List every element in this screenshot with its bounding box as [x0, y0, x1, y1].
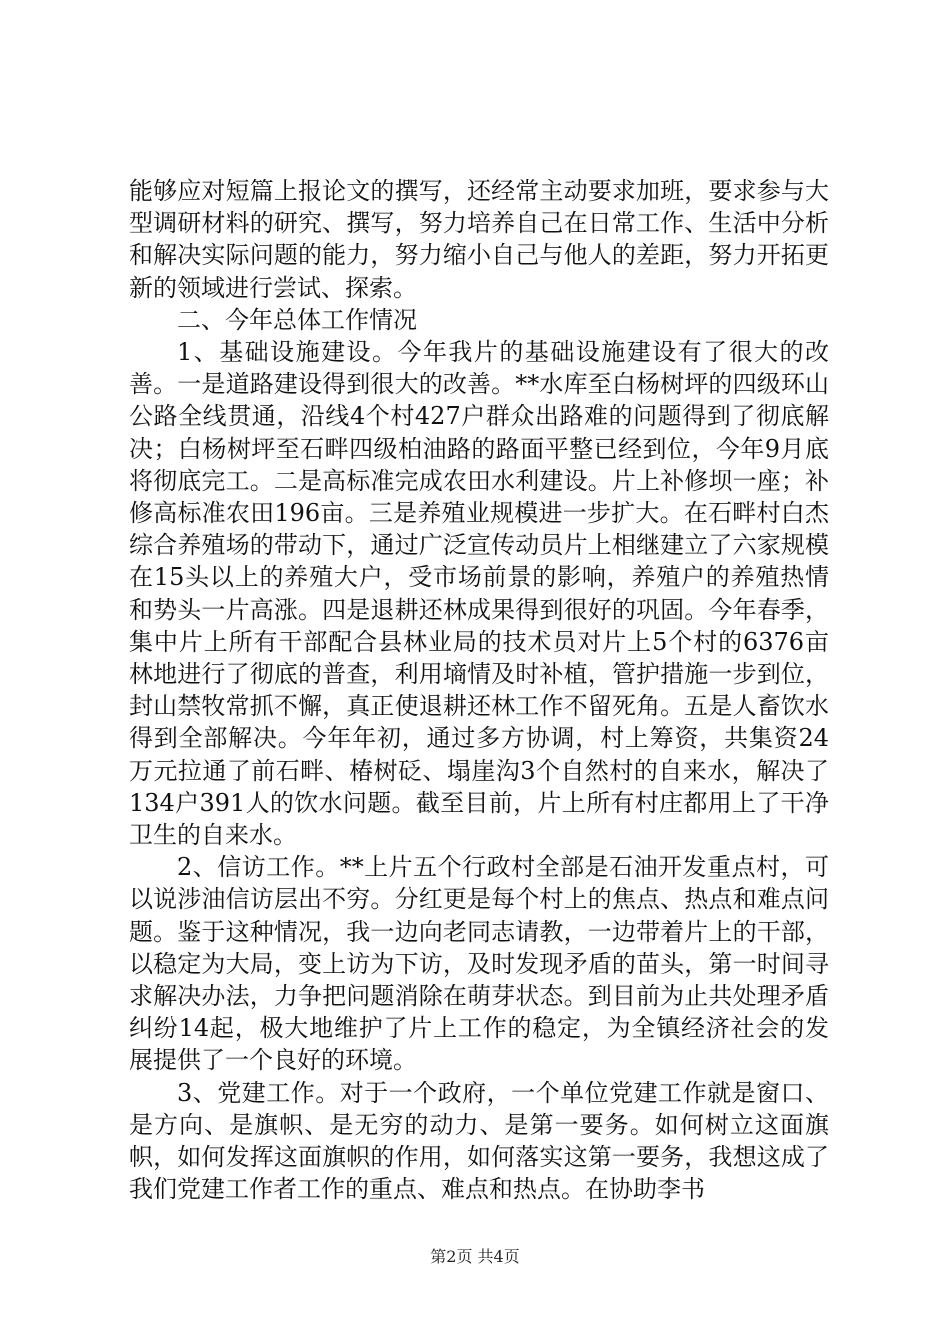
section-heading: 二、今年总体工作情况 [177, 305, 417, 334]
paragraph-continuation: 能够应对短篇上报论文的撰写，还经常主动要求加班，要求参与大型调研材料的研究、撰写，努力培养自己在日常工作、生活中分析和解决实际问题的能力，努力缩小自己与他人的差距，努力开拓更新的领域进行尝试、探索。 [129, 177, 829, 302]
paragraph-party-building: 3、党建工作。对于一个政府，一个单位党建工作就是窗口、是方向、是旗帜、是无穷的动力、是第一要务。如何树立这面旗帜，如何发挥这面旗帜的作用，如何落实这第一要务，我想这成了我们党建工作者工作的重点、难点和热点。在协助李书 [129, 1078, 829, 1204]
paragraph-infrastructure: 1、基础设施建设。今年我片的基础设施建设有了很大的改善。一是道路建设得到很大的改善。**水库至白杨树坪的四级环山公路全线贯通，沿线4个村427户群众出路难的问题得到了彻底解决；白杨树坪至石畔四级柏油路的路面平整已经到位，今年9月底将彻底完工。二是高标准完成农田水利建设。片上补修坝一座；补修高标准农田196亩。三是养殖业规模进一步扩大。在石畔村白杰综合养殖场的带动下，通过广泛宣传动员片上相继建立了六家规模在15头以上的养殖大户，受市场前景的影响，养殖户的养殖热情和势头一片高涨。四是退耕还林成果得到很好的巩固。今年春季，集中片上所有干部配合县林业局的技术员对片上5个村的6376亩林地进行了彻底的普查，利用墒情及时补植，管护措施一步到位，封山禁牧常抓不懈，真正使退耕还林工作不留死角。五是人畜饮水得到全部解决。今年年初，通过多方协调，村上筹资，共集资24万元拉通了前石畔、椿树砭、塌崖沟3个自然村的自来水，解决了134户391人的饮水问题。截至目前，片上所有村庄都用上了干净卫生的自来水。 [129, 338, 829, 850]
paragraph-petition-work: 2、信访工作。**上片五个行政村全部是石油开发重点村，可以说涉油信访层出不穷。分红更是每个村上的焦点、热点和难点问题。鉴于这种情况，我一边向老同志请教，一边带着片上的干部，以稳定为大局，变上访为下访，及时发现矛盾的苗头，第一时间寻求解决办法，力争把问题消除在萌芽状态。到目前为止共处理矛盾纠纷14起，极大地维护了片上工作的稳定，为全镇经济社会的发展提供了一个良好的环境。 [129, 853, 829, 1075]
document-body [129, 175, 829, 1206]
page-footer: 第2页 共4页 [430, 1247, 520, 1266]
